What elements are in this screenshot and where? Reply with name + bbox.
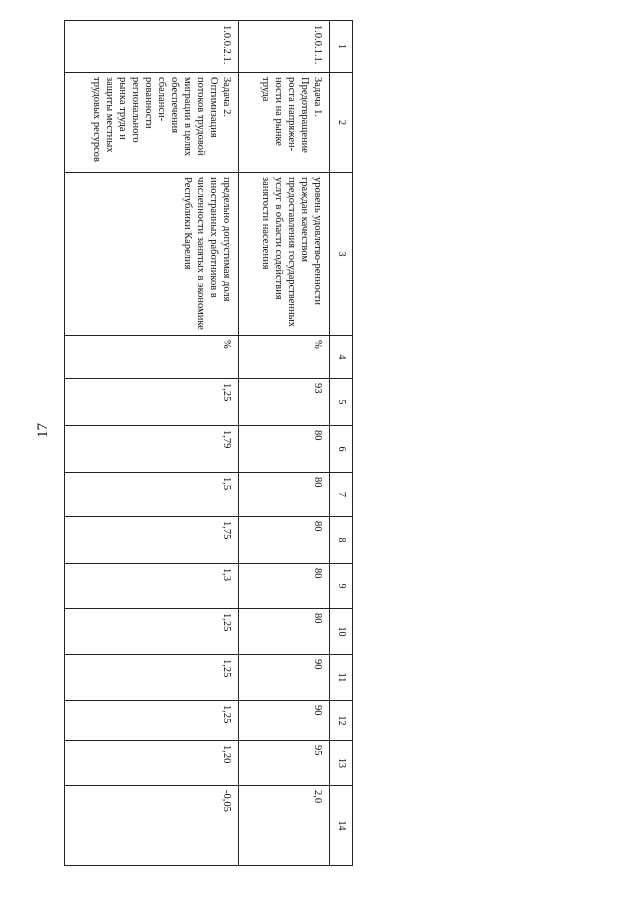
value-cell: 1,79 (65, 426, 239, 473)
rotated-table-scan (68, 20, 353, 865)
indicator-cell: предельно допустимая доля иностранных работников в численности занятых в экономике Республики Карелия (65, 173, 239, 336)
unit-cell: % (65, 336, 239, 379)
column-header: 9 (330, 564, 353, 609)
column-header: 12 (330, 701, 353, 741)
value-cell: 1,25 (65, 701, 239, 741)
value-cell: 1,25 (65, 655, 239, 701)
value-cell: 80 (239, 609, 330, 655)
column-header: 6 (330, 426, 353, 473)
column-header: 11 (330, 655, 353, 701)
value-cell: 2,0 (239, 786, 330, 866)
value-cell: 90 (239, 655, 330, 701)
value-cell: 80 (239, 564, 330, 609)
value-cell: 1,5 (65, 473, 239, 517)
column-header: 7 (330, 473, 353, 517)
table-row (239, 21, 330, 866)
value-cell: 90 (239, 701, 330, 741)
column-header: 13 (330, 741, 353, 786)
value-cell: -0,05 (65, 786, 239, 866)
indicator-cell: уровень удовлетво-ренности граждан качеством предоставления государственных услуг в области содействия занятости населения (239, 173, 330, 336)
column-header: 1 (330, 21, 353, 73)
value-cell: 1,20 (65, 741, 239, 786)
value-cell: 1,25 (65, 379, 239, 426)
page-number: 17 (35, 423, 51, 438)
value-cell: 1,3 (65, 564, 239, 609)
row-code: 1.0.0.2.1. (65, 21, 239, 73)
value-cell: 93 (239, 379, 330, 426)
value-cell: 80 (239, 517, 330, 564)
task-cell: Задача 2. Оптимизация потоков трудовой миграции в целях обеспечения сбаланси-рованности регионального рынка труда и защиты местных трудовых ресурсов (65, 73, 239, 173)
value-cell: 95 (239, 741, 330, 786)
indicators-table (64, 20, 353, 866)
column-header: 14 (330, 786, 353, 866)
task-cell: Задача 1. Предотвращение роста напряжен-ности на рынке труда (239, 73, 330, 173)
column-number-row (330, 21, 353, 866)
column-header: 2 (330, 73, 353, 173)
column-header: 3 (330, 173, 353, 336)
value-cell: 80 (239, 426, 330, 473)
value-cell: 80 (239, 473, 330, 517)
column-header: 8 (330, 517, 353, 564)
column-header: 4 (330, 336, 353, 379)
row-code: 1.0.0.1.1. (239, 21, 330, 73)
value-cell: 1,25 (65, 609, 239, 655)
unit-cell: % (239, 336, 330, 379)
value-cell: 1,75 (65, 517, 239, 564)
column-header: 5 (330, 379, 353, 426)
column-header: 10 (330, 609, 353, 655)
table-row (65, 21, 239, 866)
